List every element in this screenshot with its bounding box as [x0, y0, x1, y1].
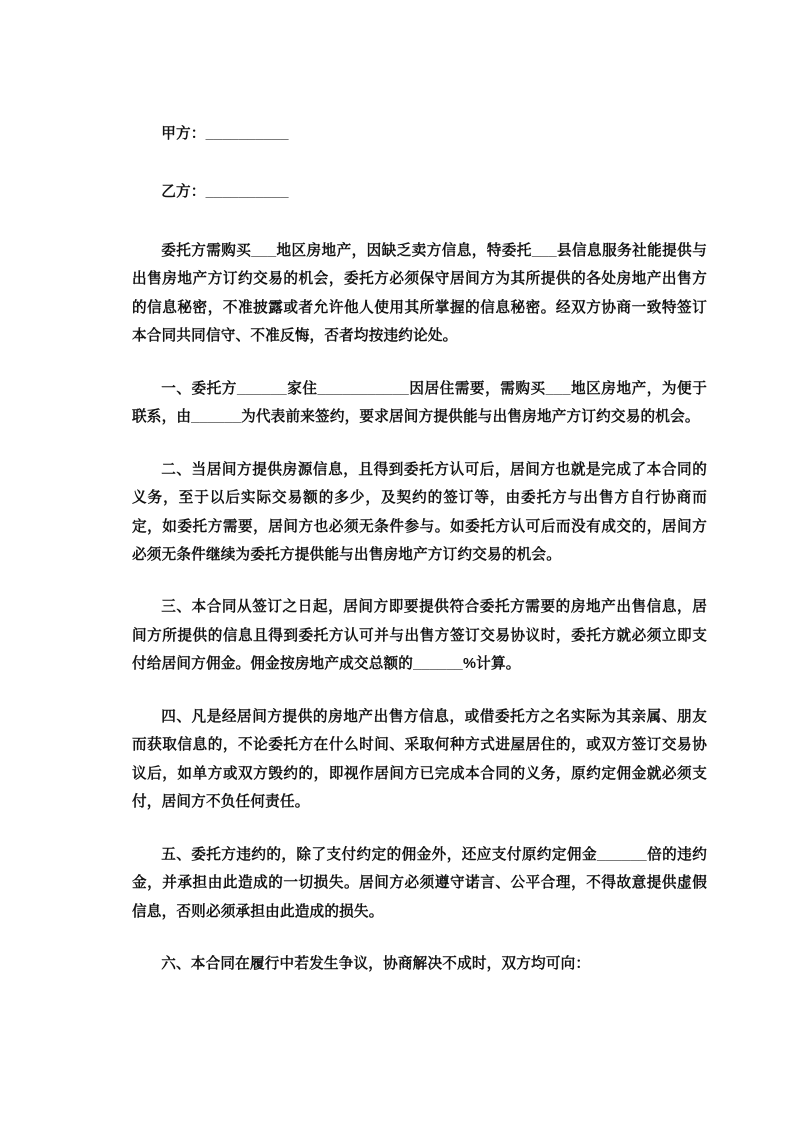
party-a-value: __________ [205, 126, 289, 142]
paragraph-clause-6: 六、本合同在履行中若发生争议，协商解决不成时，双方均可向： [161, 955, 591, 972]
paragraph-clause-2: 二、当居间方提供房源信息，且得到委托方认可后，居间方也就是完成了本合同的义务，至于以后实际交易额的多少，及契约的签订等，由委托方与出售方自行协商而定，如委托方需要，居间方也必须无条件参与。如委托方认可后而没有成交的，居间方必须无条件继续为委托方提供能与出售房地产方订约交易的机会。 [132, 461, 707, 563]
paragraph-clause-1: 一、委托方______家住___________因居住需要，需购买___地区房地产，为便于联系，由______为代表前来签约，要求居间方提供能与出售房地产方订约交易的机会。 [132, 380, 707, 426]
paragraph-preamble: 委托方需购买___地区房地产，因缺乏卖方信息，特委托___县信息服务社能提供与出售房地产方订约交易的机会，委托方必须保守居间方为其所提供的各处房地产出售方的信息秘密，不准披露或者允许他人使用其所掌握的信息秘密。经双方协商一致特签订本合同共同信守、不准反悔，否者均按违约论处。 [132, 242, 707, 345]
party-b-line [132, 178, 707, 206]
party-b-label: 乙方： [161, 184, 206, 201]
party-a-label: 甲方： [161, 126, 206, 142]
document-body [132, 120, 707, 978]
paragraph-clause-3: 三、本合同从签订之日起，居间方即要提供符合委托方需要的房地产出售信息，居间方所提供的信息且得到委托方认可并与出售方签订交易协议时，委托方就必须立即支付给居间方佣金。佣金按房地产成交总额的______%计算。 [132, 599, 707, 673]
party-b-value: __________ [205, 184, 289, 201]
paragraph-clause-5: 五、委托方违约的，除了支付约定的佣金外，还应支付原约定佣金______倍的违约金，并承担由此造成的一切损失。居间方必须遵守诺言、公平合理，不得故意提供虚假信息，否则必须承担由此造成的损失。 [132, 846, 707, 920]
paragraph-clause-4: 四、凡是经居间方提供的房地产出售方信息，或借委托方之名实际为其亲属、朋友而获取信息的，不论委托方在什么时间、采取何种方式进屋居住的，或双方签订交易协议后，如单方或双方毁约的，即视作居间方已完成本合同的义务，原约定佣金就必须支付，居间方不负任何责任。 [132, 708, 707, 811]
party-a-line [132, 120, 707, 148]
